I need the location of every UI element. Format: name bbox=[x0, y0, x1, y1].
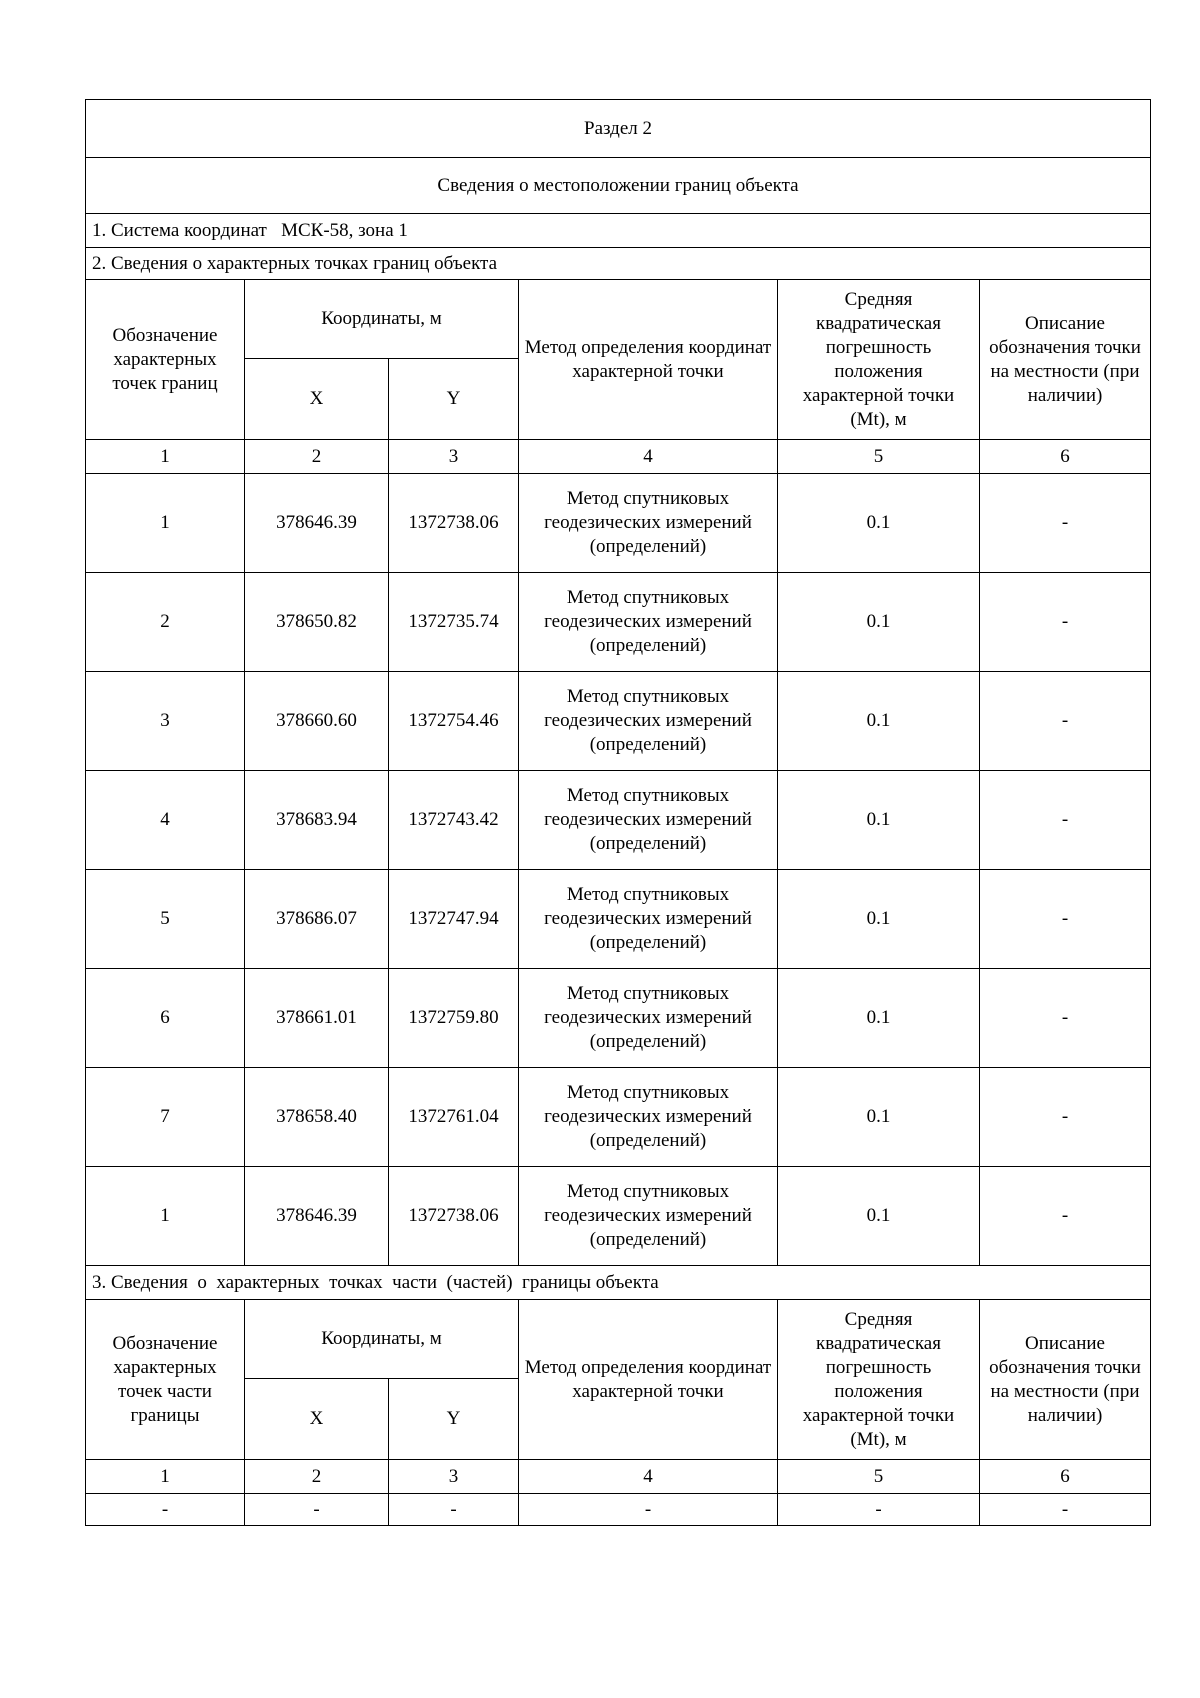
header-y: Y bbox=[389, 359, 519, 440]
col-number: 1 bbox=[86, 440, 245, 474]
point-y: 1372759.80 bbox=[389, 969, 519, 1068]
header-x: X bbox=[245, 359, 389, 440]
point-id: 7 bbox=[86, 1068, 245, 1167]
point-y: 1372754.46 bbox=[389, 672, 519, 771]
point-mt: 0.1 bbox=[778, 1167, 980, 1266]
header-method: Метод определения координат характерной точки bbox=[519, 1300, 778, 1460]
column-numbers-row bbox=[86, 1460, 1151, 1494]
column-numbers-row bbox=[86, 440, 1151, 474]
point-y: 1372761.04 bbox=[389, 1068, 519, 1167]
col-number: 3 bbox=[389, 1460, 519, 1494]
point-desc: - bbox=[980, 1167, 1151, 1266]
header-coordinates: Координаты, м bbox=[245, 280, 519, 359]
header-x: X bbox=[245, 1379, 389, 1460]
table-row bbox=[86, 1167, 1151, 1266]
point-x: 378686.07 bbox=[245, 870, 389, 969]
parts-section-title: 3. Сведения о характерных точках части (частей) границы объекта bbox=[86, 1266, 1151, 1300]
section-title: Раздел 2 bbox=[86, 100, 1151, 158]
header-error: Средняя квадратическая погрешность положения характерной точки (Mt), м bbox=[778, 280, 980, 440]
header-method: Метод определения координат характерной точки bbox=[519, 280, 778, 440]
point-mt: 0.1 bbox=[778, 672, 980, 771]
part-point-x: - bbox=[245, 1494, 389, 1526]
point-method: Метод спутниковых геодезических измерений (определений) bbox=[519, 573, 778, 672]
point-method: Метод спутниковых геодезических измерений (определений) bbox=[519, 1068, 778, 1167]
point-x: 378661.01 bbox=[245, 969, 389, 1068]
table-row bbox=[86, 573, 1151, 672]
point-mt: 0.1 bbox=[778, 870, 980, 969]
header-point-label: Обозначение характерных точек границ bbox=[86, 280, 245, 440]
col-number: 4 bbox=[519, 1460, 778, 1494]
point-id: 1 bbox=[86, 474, 245, 573]
part-point-method: - bbox=[519, 1494, 778, 1526]
col-number: 2 bbox=[245, 440, 389, 474]
point-mt: 0.1 bbox=[778, 573, 980, 672]
point-x: 378683.94 bbox=[245, 771, 389, 870]
point-method: Метод спутниковых геодезических измерений (определений) bbox=[519, 870, 778, 969]
header-part-point-label: Обозначение характерных точек части границы bbox=[86, 1300, 245, 1460]
table-row bbox=[86, 969, 1151, 1068]
col-number: 6 bbox=[980, 440, 1151, 474]
point-method: Метод спутниковых геодезических измерений (определений) bbox=[519, 672, 778, 771]
col-number: 4 bbox=[519, 440, 778, 474]
point-x: 378646.39 bbox=[245, 474, 389, 573]
point-mt: 0.1 bbox=[778, 969, 980, 1068]
point-desc: - bbox=[980, 771, 1151, 870]
point-x: 378650.82 bbox=[245, 573, 389, 672]
part-point-y: - bbox=[389, 1494, 519, 1526]
point-id: 1 bbox=[86, 1167, 245, 1266]
point-method: Метод спутниковых геодезических измерений (определений) bbox=[519, 1167, 778, 1266]
point-y: 1372738.06 bbox=[389, 1167, 519, 1266]
point-mt: 0.1 bbox=[778, 771, 980, 870]
header-description: Описание обозначения точки на местности (при наличии) bbox=[980, 280, 1151, 440]
coord-system: 1. Система координат МСК-58, зона 1 bbox=[86, 214, 1151, 248]
header-coordinates: Координаты, м bbox=[245, 1300, 519, 1379]
point-y: 1372743.42 bbox=[389, 771, 519, 870]
col-number: 6 bbox=[980, 1460, 1151, 1494]
point-mt: 0.1 bbox=[778, 474, 980, 573]
part-point-id: - bbox=[86, 1494, 245, 1526]
point-id: 6 bbox=[86, 969, 245, 1068]
header-error: Средняя квадратическая погрешность положения характерной точки (Mt), м bbox=[778, 1300, 980, 1460]
point-x: 378658.40 bbox=[245, 1068, 389, 1167]
point-id: 2 bbox=[86, 573, 245, 672]
point-id: 4 bbox=[86, 771, 245, 870]
table-row bbox=[86, 870, 1151, 969]
table-row bbox=[86, 672, 1151, 771]
col-number: 1 bbox=[86, 1460, 245, 1494]
header-description: Описание обозначения точки на местности (при наличии) bbox=[980, 1300, 1151, 1460]
part-point-mt: - bbox=[778, 1494, 980, 1526]
boundary-table bbox=[85, 99, 1151, 1526]
table-row bbox=[86, 474, 1151, 573]
point-y: 1372735.74 bbox=[389, 573, 519, 672]
section-subtitle: Сведения о местоположении границ объекта bbox=[86, 158, 1151, 214]
point-desc: - bbox=[980, 573, 1151, 672]
point-method: Метод спутниковых геодезических измерений (определений) bbox=[519, 474, 778, 573]
table-row bbox=[86, 1068, 1151, 1167]
point-y: 1372738.06 bbox=[389, 474, 519, 573]
point-mt: 0.1 bbox=[778, 1068, 980, 1167]
point-desc: - bbox=[980, 1068, 1151, 1167]
point-desc: - bbox=[980, 474, 1151, 573]
point-method: Метод спутниковых геодезических измерений (определений) bbox=[519, 969, 778, 1068]
table-row bbox=[86, 1494, 1151, 1526]
point-desc: - bbox=[980, 870, 1151, 969]
point-x: 378660.60 bbox=[245, 672, 389, 771]
col-number: 5 bbox=[778, 1460, 980, 1494]
col-number: 2 bbox=[245, 1460, 389, 1494]
point-desc: - bbox=[980, 969, 1151, 1068]
point-method: Метод спутниковых геодезических измерений (определений) bbox=[519, 771, 778, 870]
table-row bbox=[86, 771, 1151, 870]
point-y: 1372747.94 bbox=[389, 870, 519, 969]
point-x: 378646.39 bbox=[245, 1167, 389, 1266]
points-section-title: 2. Сведения о характерных точках границ объекта bbox=[86, 248, 1151, 280]
col-number: 3 bbox=[389, 440, 519, 474]
point-desc: - bbox=[980, 672, 1151, 771]
point-id: 3 bbox=[86, 672, 245, 771]
part-point-desc: - bbox=[980, 1494, 1151, 1526]
header-y: Y bbox=[389, 1379, 519, 1460]
col-number: 5 bbox=[778, 440, 980, 474]
point-id: 5 bbox=[86, 870, 245, 969]
